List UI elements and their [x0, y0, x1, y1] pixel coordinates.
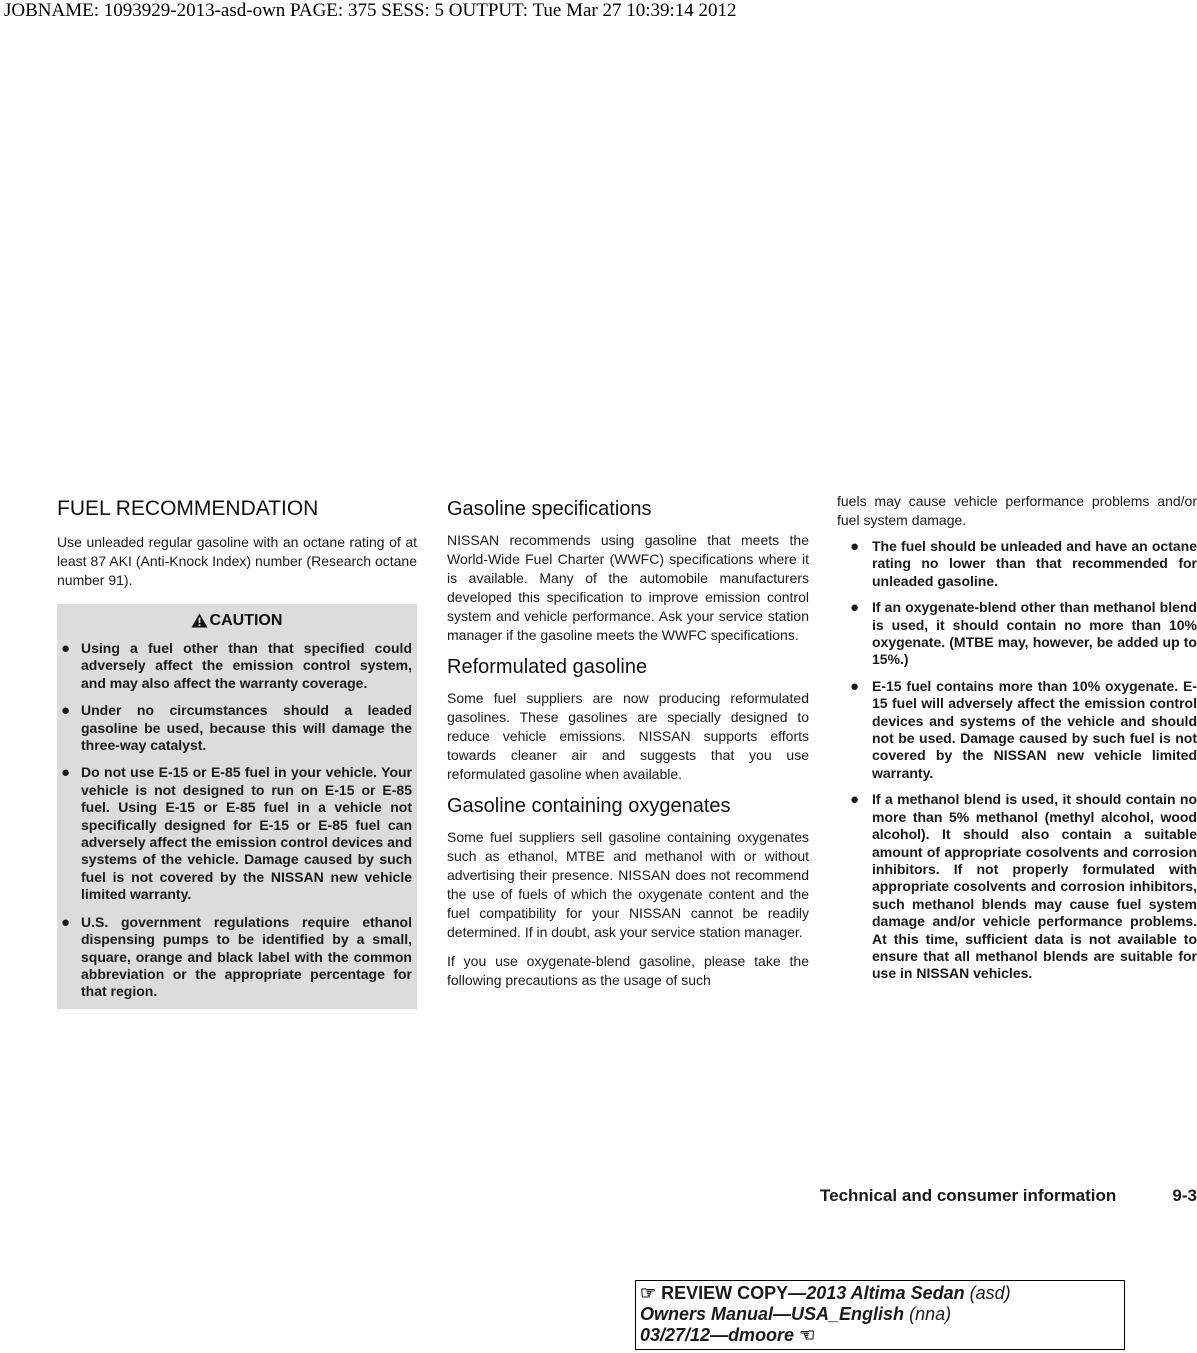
caution-header [61, 610, 412, 632]
list-item: ● If an oxygenate-blend other than methanol blend is used, it should contain no more than 10% oxygenate. (MTBE may, however, be added up to 15%.) [850, 599, 1197, 668]
bullet-icon: ● [850, 599, 860, 617]
review-line-1: ☞ REVIEW COPY—2013 Altima Sedan (asd) [640, 1283, 1011, 1303]
column-3 [837, 492, 1197, 992]
paragraph: fuels may cause vehicle performance problems and/or fuel system damage. [837, 493, 1197, 528]
intro-paragraph: Use unleaded regular gasoline with an octane rating of at least 87 AKI (Anti-Knock Index) number (Research octane number 91). [57, 534, 417, 588]
bullet-icon: ● [850, 791, 860, 809]
subheading-reformulated: Reformulated gasoline [447, 656, 648, 678]
warning-triangle-icon [191, 613, 208, 628]
caution-list [61, 640, 412, 1001]
pointing-hand-left-icon: ☜ [799, 1325, 816, 1345]
column-1 [57, 497, 417, 1009]
list-item: ● The fuel should be unleaded and have an octane rating no lower than that recommended for unleaded gasoline. [850, 538, 1197, 589]
paragraph: NISSAN recommends using gasoline that meets the World-Wide Fuel Charter (WWFC) specifications where it is available. Many of the automobile manufacturers developed this specification to improve emission control system and vehicle performance. Ask your service station manager if the gasoline meets the WWFC specifications. [447, 532, 809, 643]
paragraph: If you use oxygenate-blend gasoline, please take the following precautions as the usage of such [447, 953, 809, 988]
paragraph: Some fuel suppliers are now producing reformulated gasolines. These gasolines are specially designed to reduce vehicle emissions. NISSAN supports efforts towards cleaner air and suggests that you use reformulated gasoline when available. [447, 690, 809, 782]
paragraph: Some fuel suppliers sell gasoline containing oxygenates such as ethanol, MTBE and methanol with or without advertising their presence. NISSAN does not recommend the use of fuels of which the oxygenate content and the fuel compatibility for your NISSAN cannot be readily determined. If in doubt, ask your service station manager. [447, 829, 809, 940]
caution-box [57, 604, 417, 1009]
footer-section-title: Technical and consumer information [820, 1186, 1117, 1205]
page-number: 9-3 [1172, 1186, 1197, 1205]
bullet-icon: ● [850, 677, 860, 695]
pointing-hand-icon: ☞ [640, 1283, 657, 1303]
bullet-icon: ● [61, 764, 71, 782]
review-line-2: Owners Manual—USA_English (nna) [640, 1304, 952, 1324]
list-item: ● If a methanol blend is used, it should contain no more than 5% methanol (methyl alcohol, wood alcohol). It should also contain a suitable amount of appropriate cosolvents and corrosion inhibitors. If not properly formulated with appropriate cosolvents and corrosion inhibitors, such methanol blends may cause fuel system damage and/or vehicle performance problems. At this time, sufficient data is not available to ensure that all methanol blends are suitable for use in NISSAN vehicles. [850, 791, 1197, 982]
caution-title: CAUTION [209, 612, 283, 629]
page-footer [820, 1186, 1197, 1206]
bullet-icon: ● [61, 913, 71, 931]
subheading-specifications: Gasoline specifications [447, 498, 652, 520]
bullet-icon: ● [61, 640, 71, 657]
list-item: ● Using a fuel other than that specified could adversely affect the emission control system, and may also affect the warranty coverage. [61, 640, 412, 691]
review-line-3: 03/27/12—dmoore ☜ [640, 1325, 816, 1345]
bullet-icon: ● [61, 702, 71, 720]
list-item: ● E-15 fuel contains more than 10% oxygenate. E-15 fuel will adversely affect the emission control devices and systems of the vehicle and should not be used. Damage caused by such fuel is not covered by the NISSAN new vehicle limited warranty. [850, 677, 1197, 781]
job-header: JOBNAME: 1093929-2013-asd-own PAGE: 375 SESS: 5 OUTPUT: Tue Mar 27 10:39:14 2012 [4, 0, 737, 21]
list-item: ● U.S. government regulations require ethanol dispensing pumps to be identified by a small, square, orange and black label with the common abbreviation or the appropriate percentage for that region. [61, 913, 412, 1000]
column-2 [447, 497, 809, 1000]
precaution-list [850, 538, 1197, 983]
list-item: ● Do not use E-15 or E-85 fuel in your vehicle. Your vehicle is not designed to run on E-15 or E-85 fuel. Using E-15 or E-85 fuel in a vehicle not specifically designed for E-15 or E-85 fuel can adversely affect the emission control devices and systems of the vehicle. Damage caused by such fuel is not covered by the NISSAN new vehicle limited warranty. [61, 764, 412, 903]
subheading-oxygenates: Gasoline containing oxygenates [447, 795, 731, 817]
review-copy-box [635, 1280, 1125, 1350]
list-item: ● Under no circumstances should a leaded gasoline be used, because this will damage the three-way catalyst. [61, 702, 412, 754]
section-heading: FUEL RECOMMENDATION [57, 497, 319, 520]
bullet-icon: ● [850, 538, 860, 555]
